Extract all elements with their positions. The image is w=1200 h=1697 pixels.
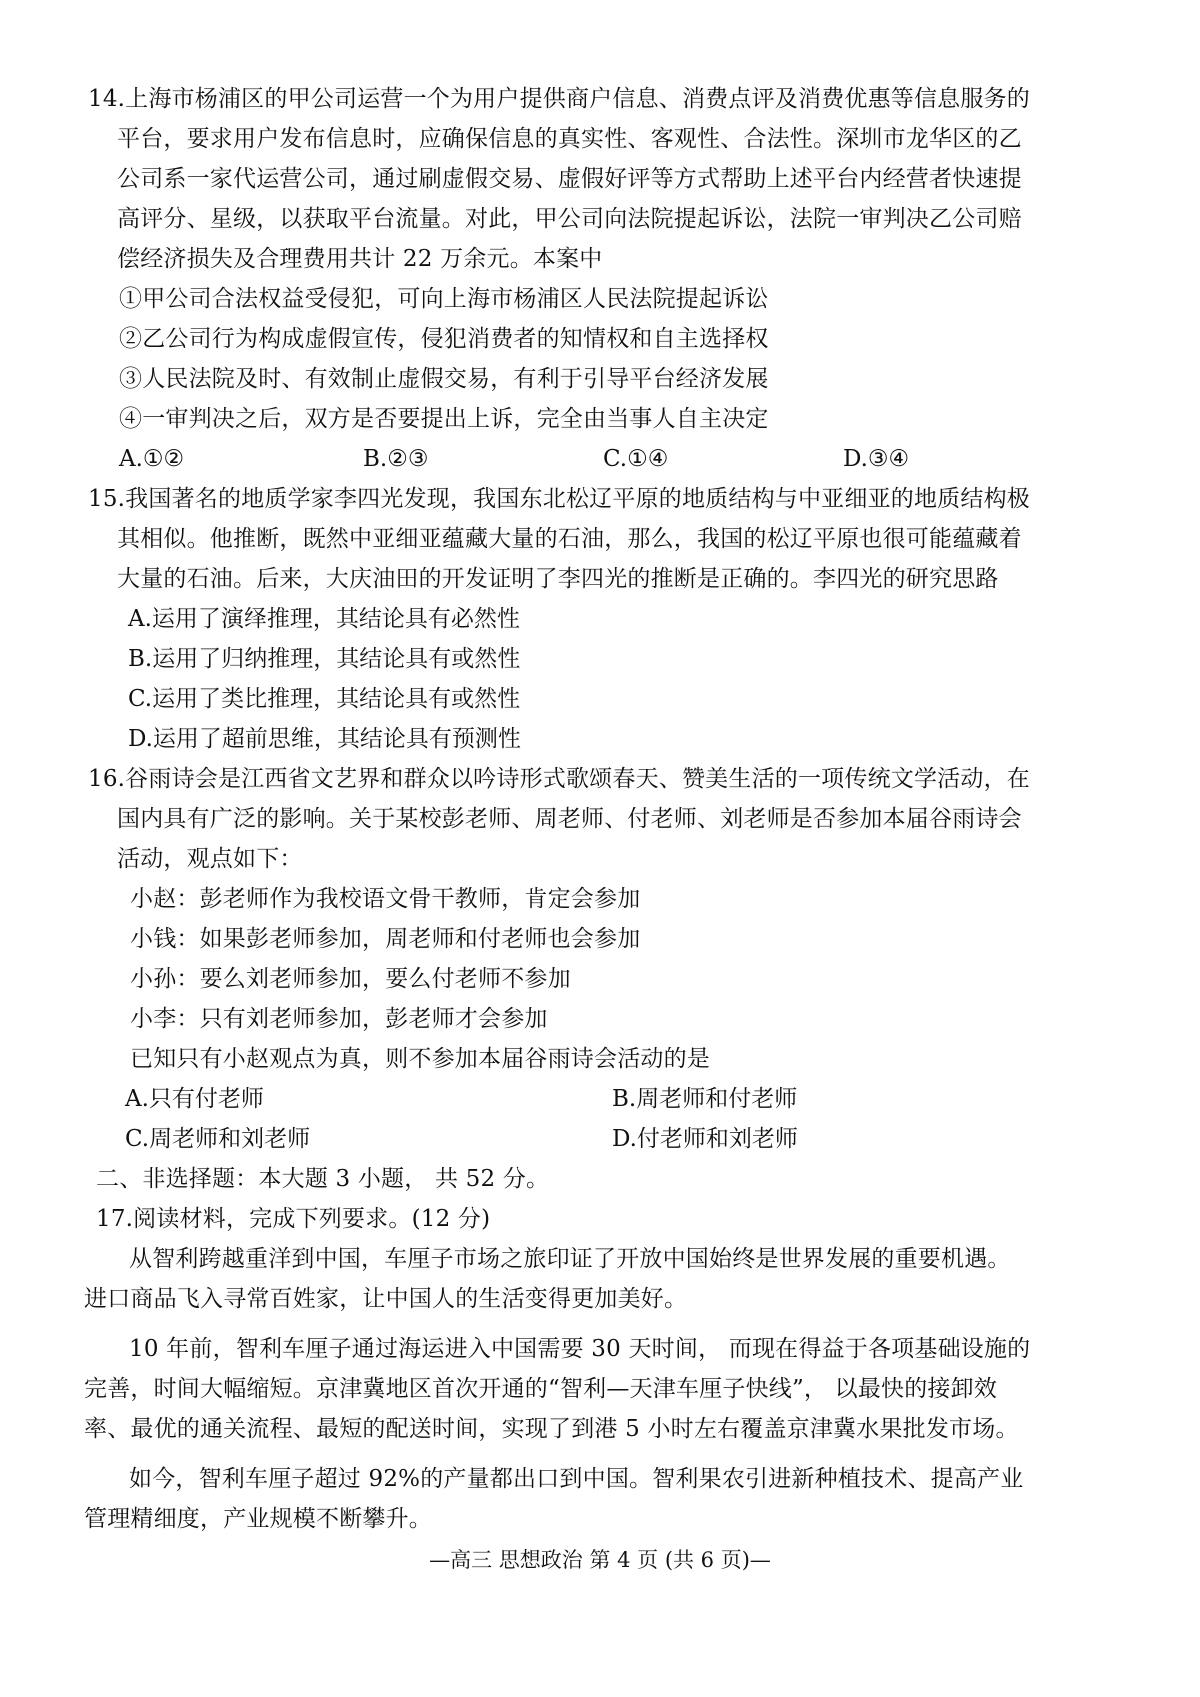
q17-paragraph-2-line-3: 率、最优的通关流程、最短的配送时间，实现了到港 5 小时左右覆盖京津冀水果批发市场。 bbox=[84, 1416, 1019, 1442]
q17-title: 17.阅读材料，完成下列要求。(12 分) bbox=[96, 1206, 491, 1232]
q16-view-sun: 小孙：要么刘老师参加，要么付老师不参加 bbox=[130, 966, 571, 992]
q14-stem-line-4: 高评分、星级，以获取平台流量。对此，甲公司向法院提起诉讼，法院一审判决乙公司赔 bbox=[117, 206, 1022, 232]
q14-statement-1: ①甲公司合法权益受侵犯，可向上海市杨浦区人民法院提起诉讼 bbox=[119, 286, 769, 312]
q16-option-d: D.付老师和刘老师 bbox=[612, 1126, 798, 1152]
q16-option-b: B.周老师和付老师 bbox=[612, 1086, 798, 1112]
q16-view-li: 小李：只有刘老师参加，彭老师才会参加 bbox=[130, 1006, 548, 1032]
q14-stem-line-1: 14.上海市杨浦区的甲公司运营一个为用户提供商户信息、消费点评及消费优惠等信息服务的 bbox=[88, 86, 1030, 112]
q16-condition: 已知只有小赵观点为真，则不参加本届谷雨诗会活动的是 bbox=[130, 1046, 710, 1072]
q17-paragraph-2-line-1: 10 年前，智利车厘子通过海运进入中国需要 30 天时间， 而现在得益于各项基础设施的 bbox=[129, 1336, 1031, 1362]
q14-option-a: A.①② bbox=[119, 446, 185, 472]
q15-stem-line-3: 大量的石油。后来，大庆油田的开发证明了李四光的推断是正确的。李四光的研究思路 bbox=[117, 566, 999, 592]
q16-stem-line-3: 活动，观点如下： bbox=[117, 846, 303, 872]
q14-stem-line-5: 偿经济损失及合理费用共计 22 万余元。本案中 bbox=[117, 246, 603, 272]
q17-paragraph-3-line-2: 管理精细度，产业规模不断攀升。 bbox=[84, 1506, 432, 1532]
q17-paragraph-1-line-2: 进口商品飞入寻常百姓家，让中国人的生活变得更加美好。 bbox=[84, 1286, 688, 1312]
q16-view-qian: 小钱：如果彭老师参加，周老师和付老师也会参加 bbox=[130, 926, 641, 952]
q14-option-b: B.②③ bbox=[363, 446, 429, 472]
q17-paragraph-2-line-2: 完善，时间大幅缩短。京津冀地区首次开通的“智利—天津车厘子快线”， 以最快的接卸效 bbox=[84, 1376, 998, 1402]
q17-paragraph-3-line-1: 如今，智利车厘子超过 92%的产量都出口到中国。智利果农引进新种植技术、提高产业 bbox=[129, 1466, 1024, 1492]
q15-stem-line-1: 15.我国著名的地质学家李四光发现，我国东北松辽平原的地质结构与中亚细亚的地质结构极 bbox=[88, 486, 1030, 512]
q14-option-c: C.①④ bbox=[603, 446, 669, 472]
q16-option-a: A.只有付老师 bbox=[125, 1086, 264, 1112]
q15-stem-line-2: 其相似。他推断，既然中亚细亚蕴藏大量的石油，那么，我国的松辽平原也很可能蕴藏着 bbox=[117, 526, 1022, 552]
page-footer: —高三 思想政治 第 4 页 (共 6 页)— bbox=[429, 1548, 771, 1572]
q14-statement-3: ③人民法院及时、有效制止虚假交易，有利于引导平台经济发展 bbox=[119, 366, 769, 392]
q17-paragraph-1-line-1: 从智利跨越重洋到中国，车厘子市场之旅印证了开放中国始终是世界发展的重要机遇。 bbox=[129, 1246, 1011, 1272]
q14-stem-line-3: 公司系一家代运营公司，通过刷虚假交易、虚假好评等方式帮助上述平台内经营者快速提 bbox=[117, 166, 1022, 192]
q14-stem-line-2: 平台，要求用户发布信息时，应确保信息的真实性、客观性、合法性。深圳市龙华区的乙 bbox=[117, 126, 1022, 152]
q14-statement-2: ②乙公司行为构成虚假宣传，侵犯消费者的知情权和自主选择权 bbox=[119, 326, 769, 352]
q16-option-c: C.周老师和刘老师 bbox=[125, 1126, 311, 1152]
q15-option-c: C.运用了类比推理，其结论具有或然性 bbox=[128, 686, 521, 712]
section-2-heading: 二、非选择题：本大题 3 小题， 共 52 分。 bbox=[96, 1166, 550, 1192]
q16-view-zhao: 小赵：彭老师作为我校语文骨干教师，肯定会参加 bbox=[130, 886, 641, 912]
q15-option-d: D.运用了超前思维，其结论具有预测性 bbox=[128, 726, 521, 752]
q16-stem-line-2: 国内具有广泛的影响。关于某校彭老师、周老师、付老师、刘老师是否参加本届谷雨诗会 bbox=[117, 806, 1022, 832]
q14-statement-4: ④一审判决之后，双方是否要提出上诉，完全由当事人自主决定 bbox=[119, 406, 769, 432]
q15-option-a: A.运用了演绎推理，其结论具有必然性 bbox=[128, 606, 520, 632]
q15-option-b: B.运用了归纳推理，其结论具有或然性 bbox=[128, 646, 521, 672]
q14-option-d: D.③④ bbox=[843, 446, 910, 472]
q16-stem-line-1: 16.谷雨诗会是江西省文艺界和群众以吟诗形式歌颂春天、赞美生活的一项传统文学活动，在 bbox=[88, 766, 1030, 792]
